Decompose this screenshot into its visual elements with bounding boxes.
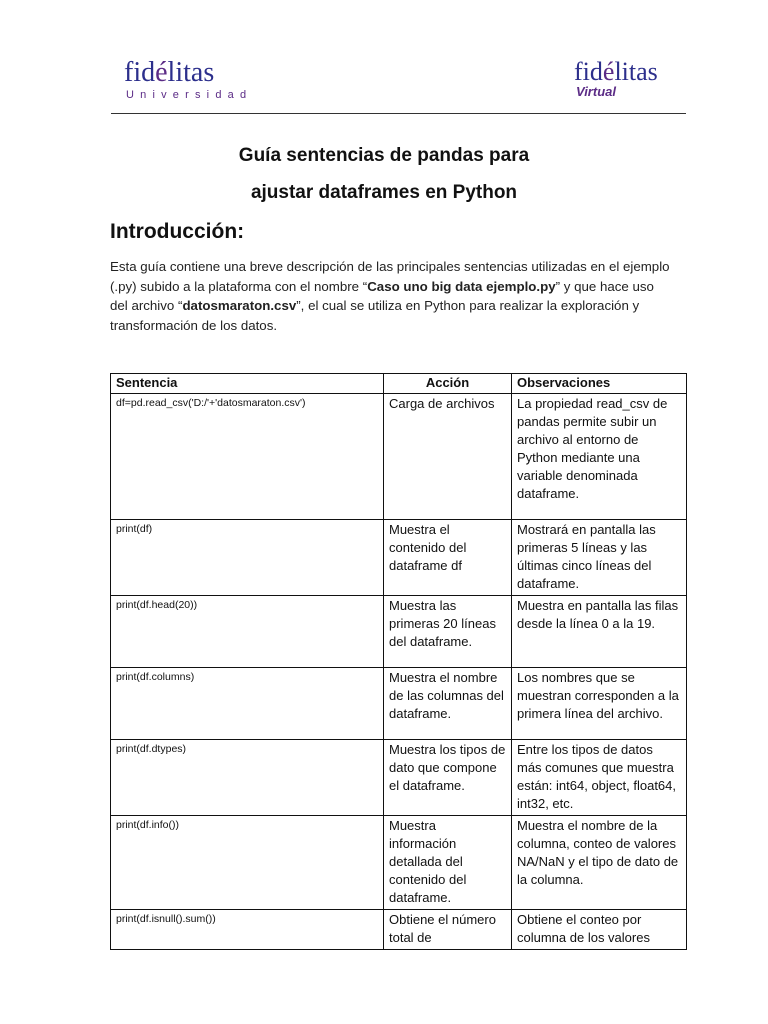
pandas-sentences-table <box>110 373 687 950</box>
cell-accion: Muestra el contenido del dataframe df <box>384 520 512 596</box>
cell-sentencia: print(df.isnull().sum()) <box>111 910 384 950</box>
table-row <box>111 596 687 668</box>
cell-observaciones: Entre los tipos de datos más comunes que muestra están: int64, object, float64, int32, etc. <box>512 740 687 816</box>
table-row <box>111 520 687 596</box>
page-header <box>0 0 768 115</box>
cell-observaciones: Muestra en pantalla las filas desde la línea 0 a la 19. <box>512 596 687 668</box>
cell-sentencia: print(df.head(20)) <box>111 596 384 668</box>
logo-subtitle: Virtual <box>576 84 616 99</box>
document-title-line-1: Guía sentencias de pandas para <box>238 145 530 166</box>
column-header-observaciones: Observaciones <box>512 374 687 394</box>
cell-accion: Muestra información detallada del contenido del dataframe. <box>384 816 512 910</box>
cell-observaciones: Mostrará en pantalla las primeras 5 líneas y las últimas cinco líneas del dataframe. <box>512 520 687 596</box>
cell-sentencia: df=pd.read_csv('D:/'+'datosmaraton.csv') <box>111 394 384 520</box>
cell-accion: Muestra los tipos de dato que compone el dataframe. <box>384 740 512 816</box>
table-row <box>111 910 687 950</box>
cell-accion: Muestra las primeras 20 líneas del dataframe. <box>384 596 512 668</box>
table-row <box>111 668 687 740</box>
cell-observaciones: Obtiene el conteo por columna de los valores <box>512 910 687 950</box>
cell-observaciones: Muestra el nombre de la columna, conteo de valores NA/NaN y el tipo de dato de la columna. <box>512 816 687 910</box>
cell-observaciones: La propiedad read_csv de pandas permite subir un archivo al entorno de Python mediante una variable denominada dataframe. <box>512 394 687 520</box>
column-header-sentencia: Sentencia <box>111 374 384 394</box>
logo-subtitle: Universidad <box>126 89 253 101</box>
table-header-row <box>111 374 687 394</box>
cell-observaciones: Los nombres que se muestran corresponden a la primera línea del archivo. <box>512 668 687 740</box>
cell-sentencia: print(df.info()) <box>111 816 384 910</box>
cell-accion: Carga de archivos <box>384 394 512 520</box>
fidelitas-virtual-logo <box>574 58 658 99</box>
logo-wordmark: fidélitas <box>574 57 658 86</box>
cell-sentencia: print(df.dtypes) <box>111 740 384 816</box>
fidelitas-universidad-logo <box>124 58 252 101</box>
table-row <box>111 740 687 816</box>
cell-sentencia: print(df) <box>111 520 384 596</box>
document-title-line-2: ajustar dataframes en Python <box>250 182 518 203</box>
table-row <box>111 816 687 910</box>
cell-accion: Obtiene el número total de <box>384 910 512 950</box>
table-row <box>111 394 687 520</box>
cell-accion: Muestra el nombre de las columnas del dataframe. <box>384 668 512 740</box>
intro-paragraph: Esta guía contiene una breve descripción de las principales sentencias utilizadas en el ejemplo (.py) subido a la plataforma con el nombre “Caso uno big data ejemplo.py” y que hace uso del archivo “datosmaraton.csv”, el cual se utiliza en Python para realizar la exploración y transformación de los datos. <box>110 259 670 333</box>
logo-wordmark: fidélitas <box>124 57 215 88</box>
header-divider <box>111 113 686 114</box>
section-heading: Introducción: <box>110 220 245 243</box>
cell-sentencia: print(df.columns) <box>111 668 384 740</box>
column-header-accion: Acción <box>384 374 512 394</box>
